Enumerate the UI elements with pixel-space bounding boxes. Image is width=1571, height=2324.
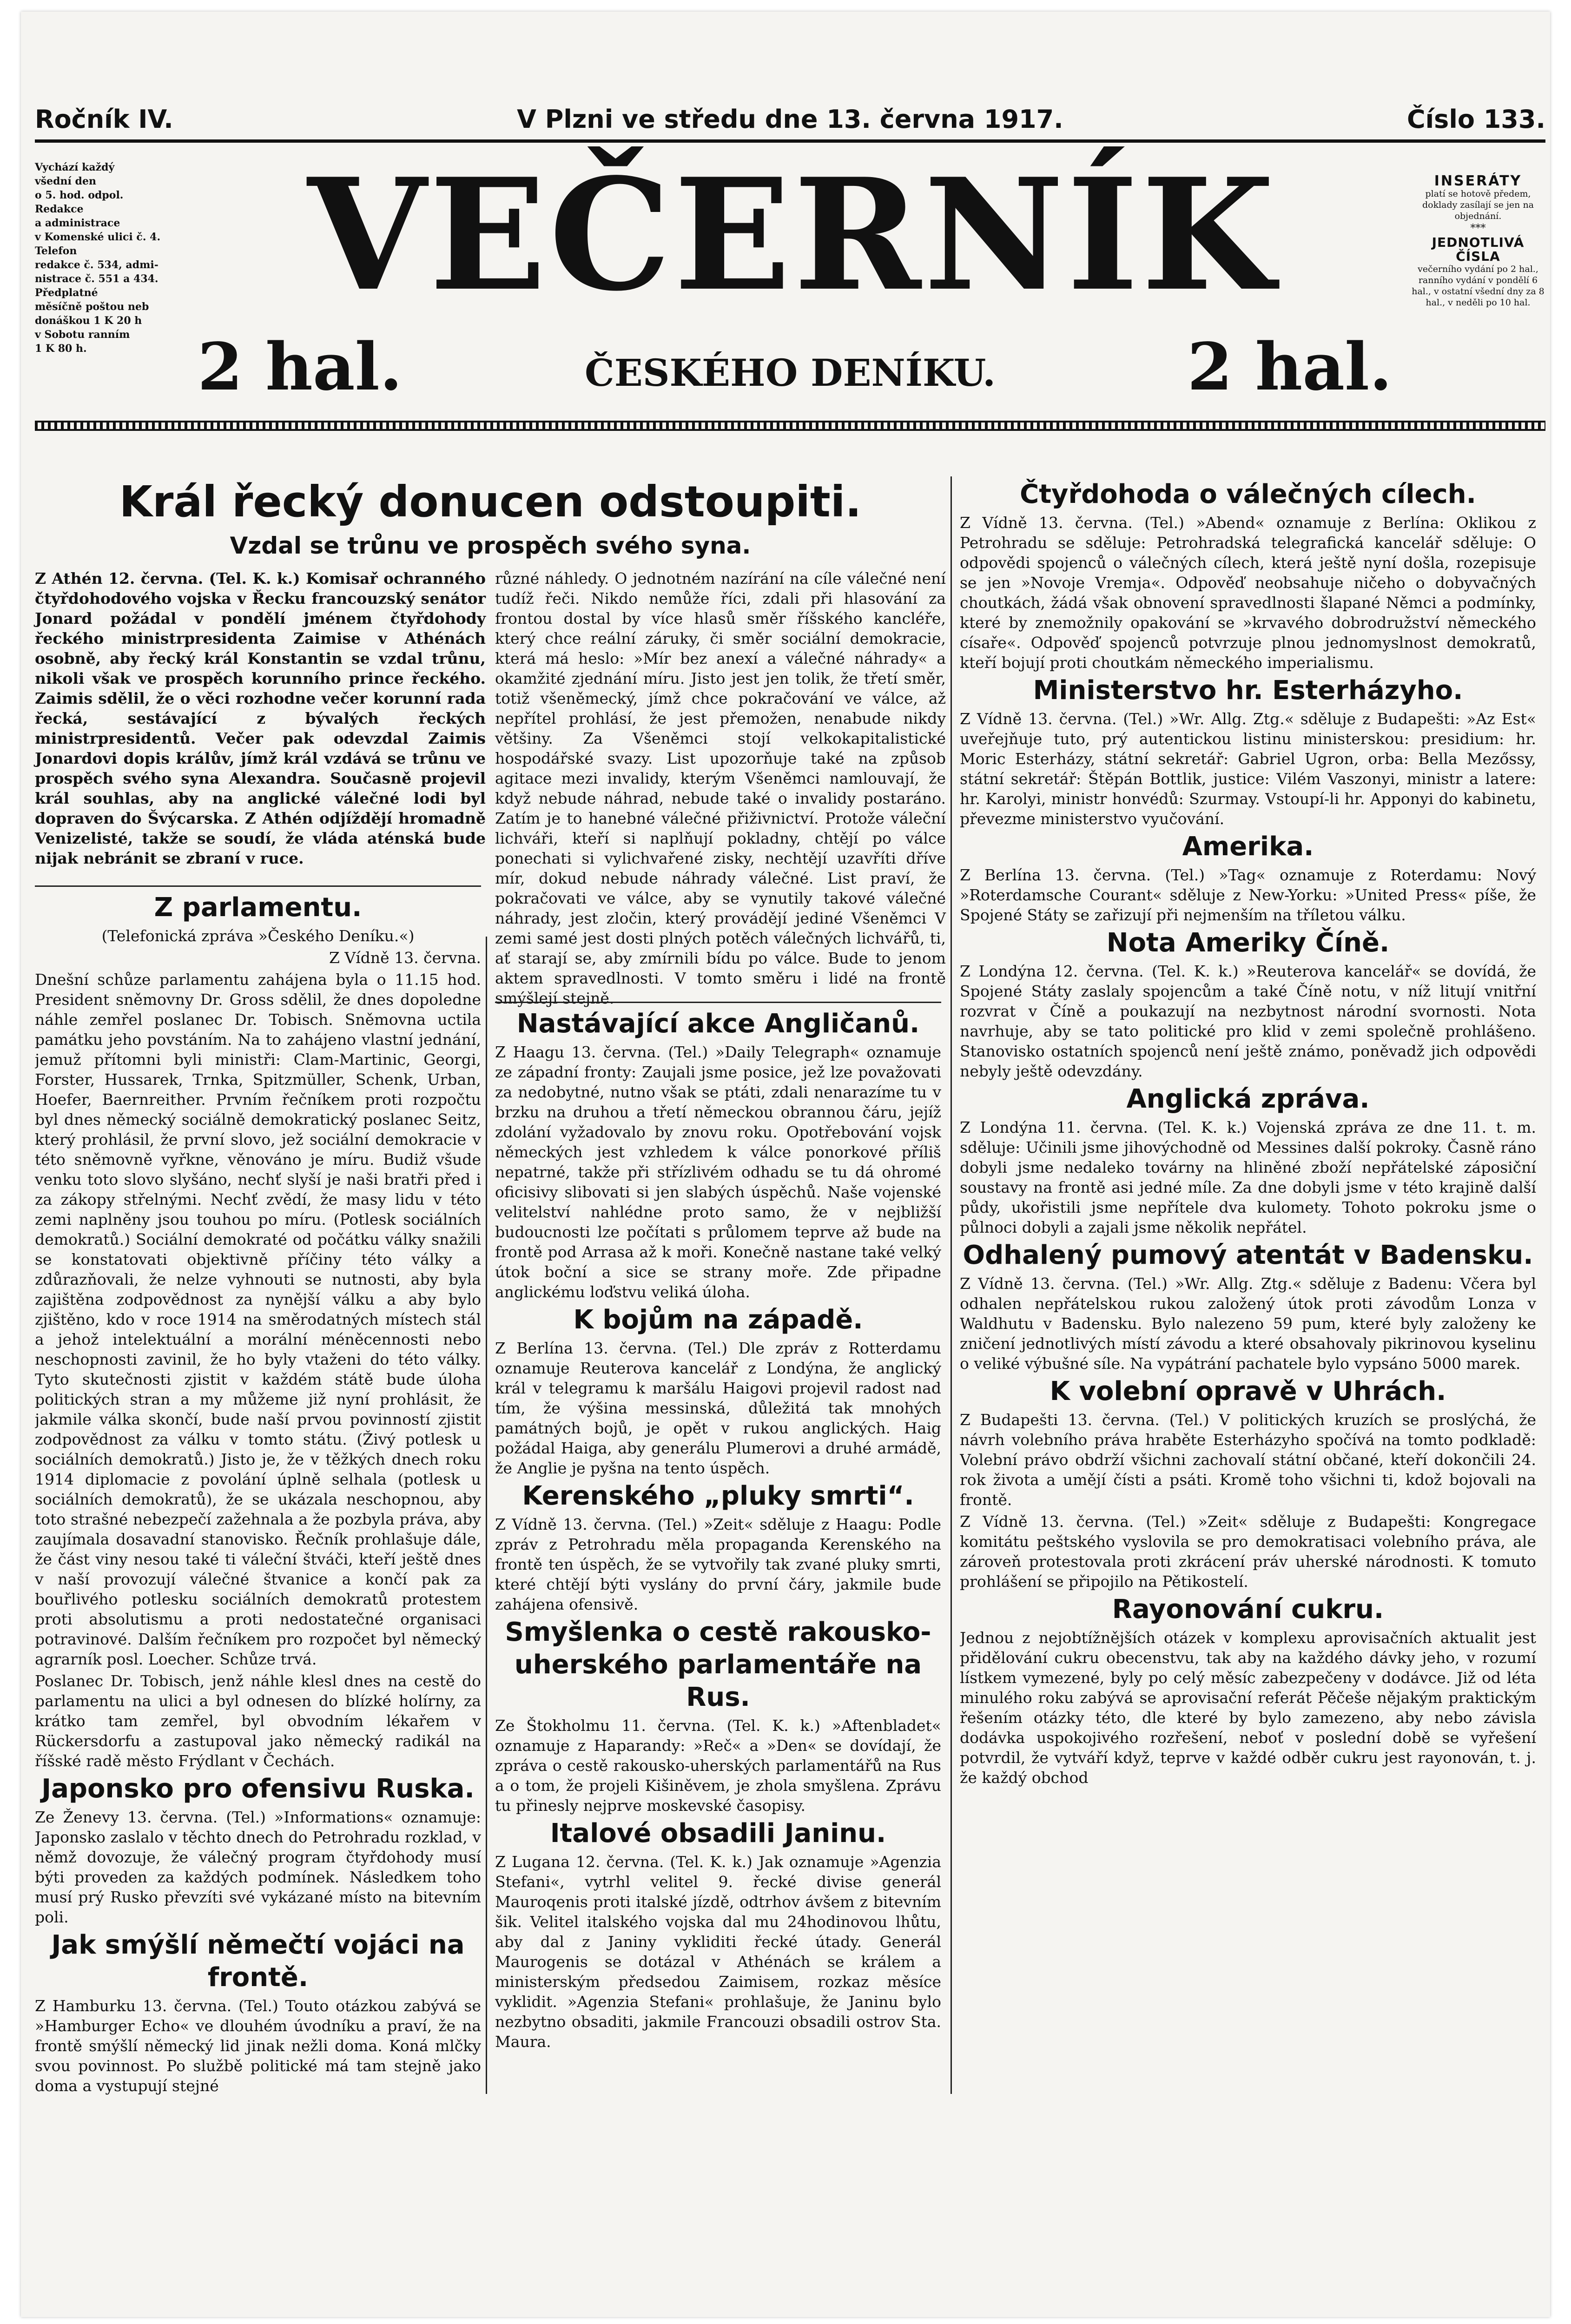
masthead-dotted-rule xyxy=(35,421,1545,431)
japan-text: Ze Ženevy 13. června. (Tel.) »Informations« oznamuje: Japonsko zaslalo v těchto dnech do Petrohradu rozklad, v němž dovozuje, že válečný program čtyřdohody musí býti proveden za každých podmínek. Následkem toho musí prý Rusko převzíti své vykázané místo na bitevním poli. xyxy=(35,1808,481,1926)
hungary-vote-text-2: Z Vídně 13. června. (Tel.) »Zeit« sděluje z Budapešti: Kongregace komitátu peštského vyslovila se pro demokratisaci volebního práva, ale zároveň protestovala proti zkrácení práv uherské národnosti. K tomuto prohlášení se připojilo na Pětikostelí. xyxy=(960,1512,1536,1591)
austria-headline: Smyšlenka o cestě rakousko-uherského parlamentáře na Rus. xyxy=(505,1617,931,1712)
english-text: Z Haagu 13. června. (Tel.) »Daily Telegraph« oznamuje ze západní fronty: Zaujali jsme posice, jež lze považovati za nedobytné, nutno však se ptáti, zdali nenarazíme tu v brzku na druhou a třetí německou obrannou čáru, jejíž zdolání vyžadovalo by znovu roku. Opotřebování vojsk německých jest vzhledem k válce ponorkové příliš nepatrné, takže při střízlivém odhadu se tu dá ohromé oficisivy slibovati si jen slabých úspěchů. Naše vojenské velitelství nahlédne proto samo, že v nejbližší budoucnosti lze počítati s průlomem teprve až bude na frontě pod Arrasa až k moři. Konečně nastane také velký útok boční a sice se strany moře. Zde připadne anglickému loďstvu veliká úloha. xyxy=(495,1043,941,1301)
lead-text-col2: různé náhledy. O jednotném nazírání na cíle válečné není tudíž řeči. Nikdo nemůže říci, zdali při hlasování za frontou dostal by více hlasů směr říšského kancléře, který chce reální záruky, či směr sociální demokracie, která má heslo: »Mír bez anexí a válečné náhrady« a okamžité zjednání míru. Jisto jest jen tolik, že třetí směr, totiž všeněmecký, jímž chce pokračování ve válce, až nepřítel prohlásí, že jest přemožen, nenabude nikdy většiny. Za Všeněmci stojí velkokapitalistické hospodářské svazy. List upozorňuje také na způsob agitace mezi invalidy, kterým Všeněmci namlouvají, že když nebude náhrad, nebude také o invalidy postaráno. Zatím je to hanebné válečné přiživnictví. Protože váleční lichváři, kteří si naplňují pokladny, chtějí po válce ponechati si vylichvařené zisky, nechtějí uzavříti dříve mír, dokud nebude náhrady válečné. List praví, že pokračovati ve válce, aby se vynutily takové válečné náhrady, jest zločin, který provádějí jediné Všeněmci V zemi samé jest dosti plných potěch válečných lichvářů, ti, ať starají se, aby zmírnili bídu po válce. Bude to jenom aktem spravedlnosti. V tomto směru i lidé na frontě smýšlejí stejně. xyxy=(495,569,946,1007)
impressum-line: Telefon xyxy=(35,245,77,257)
america-text: Z Berlína 13. června. (Tel.) »Tag« oznamuje z Roterdamu: Nový »Roterdamsche Courant« sděluje z New-Yorku: »United Press« píše, že Spojené Státy se zařizují při nejmenším na tříletou válku. xyxy=(960,866,1536,924)
column-rule-2 xyxy=(951,476,952,2094)
divider xyxy=(35,885,481,887)
inzeraty-text: platí se hotově předem, doklady zasílají se jen na objednání. xyxy=(1422,189,1534,221)
impressum-line: měsíčně poštou neb xyxy=(35,301,149,313)
kerensky-text: Z Vídně 13. června. (Tel.) »Zeit« sděluje z Haagu: Podle zpráv z Petrohradu měla propaganda Kerenského na frontě ten úspěch, že se vytvořily tak zvané pluky smrti, které chtějí býti vyslány do první čáry, jakmile bude zahájena ofensivě. xyxy=(495,1515,941,1613)
price-right: 2 hal. xyxy=(1187,329,1392,405)
goals-text: Z Vídně 13. června. (Tel.) »Abend« oznamuje z Berlína: Oklikou z Petrohradu se sděluje: Petrohradská telegrafická kancelář sděluje: O odpovědi spojenců o válečných cílech, která ještě nyní došla, rozepisuje se jen »Novoje Vremja«. Odpověď neobsahuje ničeho o dobyvačných choutkách, žádá však obnovení spravedlnosti šlapané Němci a podmínky, které by znemožnily opakování se »krvavého dobrodružství německého císaře«. Odpověď spojenců potvrzuje plnou jednomyslnost demokratů, kteří bojují proti choutkám německého imperialismu. xyxy=(960,514,1536,672)
english-report-headline: Anglická zpráva. xyxy=(1126,1084,1370,1114)
bomb-plot-text: Z Vídně 13. června. (Tel.) »Wr. Allg. Ztg.« sděluje z Badenu: Včera byl odhalen nepřátelskou rukou založený útok proti závodům Lonza v Waldhutu v Badensku. Bylo nalezeno 59 pum, které byly založeny ke zničení jednotlivých místí závodu a které obsahovaly pikrinovou kyselinu o veliké výbušné síle. Na vypátrání pachatele bylo vypsáno 5000 marek. xyxy=(960,1274,1536,1373)
newspaper-title: VEČERNÍK xyxy=(307,145,1278,325)
impressum-line: nistrace č. 551 a 434. xyxy=(35,273,158,285)
china-note-text: Z Londýna 12. června. (Tel. K. k.) »Reuterova kancelář« se dovídá, že Spojené Státy zaslaly spojencům a také Číně notu, v níž litují vnitřní rozvrat v Číně a poukazují na nezbytnost národní svornosti. Nota navrhuje, aby se tato politické pro klid v zemi společně prohlášeno. Stanovisko ostatních spojenců není ještě známo, poněvadž jich odpovědi nebyly ještě odevzdány. xyxy=(960,962,1536,1080)
goals-headline: Čtyřdohoda o válečných cílech. xyxy=(1020,479,1476,509)
impressum xyxy=(35,160,184,356)
impressum-line: donáškou 1 K 20 h xyxy=(35,315,142,327)
esterhazy-text: Z Vídně 13. června. (Tel.) »Wr. Allg. Ztg.« sděluje z Budapešti: »Az Est« uveřejňuje tuto, prý autentickou listinu ministerskou: presidium: hr. Moric Esterházy, státní sekretář: Gabriel Ugron, orba: Bella Mezőssy, státní sekretář: Štěpán Bottlik, justice: Vilém Vaszonyi, ministr a latere: hr. Karolyi, ministr honvédů: Szurmay. Vstoupí-li hr. Apponyi do kabinetu, převezme ministerstvo vyučování. xyxy=(960,710,1536,828)
impressum-line: o 5. hod. odpol. xyxy=(35,189,124,201)
parliament-dateline: Z Vídně 13. června. xyxy=(329,949,481,967)
column-3 xyxy=(960,476,1536,2099)
esterhazy-headline: Ministerstvo hr. Esterházyho. xyxy=(1033,675,1463,706)
jednotliva-title: JEDNOTLIVÁ ČÍSLA xyxy=(1432,235,1525,264)
impressum-line: všední den xyxy=(35,175,96,187)
impressum-line: v Komenské ulici č. 4. xyxy=(35,231,161,243)
dateline: V Plzni ve středu dne 13. června 1917. xyxy=(517,105,1063,134)
america-headline: Amerika. xyxy=(1182,832,1314,862)
impressum-line: Redakce xyxy=(35,203,84,215)
sugar-text: Jednou z nejobtížnějších otázek v komplexu aprovisačních aktualit jest přidělování cukru obecenstvu, tak aby na každého dávky jeho, v rozumí lístkem vymezené, byly po celý měsíc zabezpečeny v dodávce. Již od léta minulého roku zabývá se aprovisační referát Pěčeše nějakým praktickým řešením otázky této, dle které by bylo zamezeno, aby nebo závisla dodávka uspokojivého rozřešení, neboť v poslední době se vyřešení potvrdil, že vytváří když, teprve v každé odběr cukru jest rayonován, t. j. že každý obchod xyxy=(960,1629,1536,1787)
west-text: Z Berlína 13. června. (Tel.) Dle zpráv z Rotterdamu oznamuje Reuterova kancelář z Londýna, že anglický král v telegramu k maršálu Haigovi projevil radost nad tím, že výšina messinská, důležitá tak mnohých památných bojů, je opět v rukou anglických. Haig požádal Haiga, aby generálu Plumerovi a druhé armádě, že Anglie je pyšna na tento úspěch. xyxy=(495,1339,941,1477)
english-report-text: Z Londýna 11. června. (Tel. K. k.) Vojenská zpráva ze dne 11. t. m. sděluje: Učinili jsme jihovýchodně od Messines další pokroky. Časně ráno dobyli jsme nedaleko továrny na hliněné zboží nepřátelské záposiční soustavy na frontě asi jedné míle. Za dne dobyli jsme v této krajině další půdy, ukořistili jsme nepřítele dva kulomety. Tohoto pokroku jsme o půlnoci dobyli a zajali jsme několik nepřátel. xyxy=(960,1118,1536,1236)
bomb-plot-headline: Odhalený pumový atentát v Badensku. xyxy=(963,1240,1533,1270)
column-1 xyxy=(35,881,481,2099)
lead-headline: Král řecký donucen odstoupiti. xyxy=(119,477,862,527)
austria-text: Ze Štokholmu 11. června. (Tel. K. k.) »Aftenbladet« oznamuje z Haparandy: »Reč« a »Den« se dovídají, že zpráva o cestě rakousko-uherských parlamentářů na Rus a o tom, že projeli Kišiněvem, je zhola smyšlena. Zprávu tu přinesly nejprve moskevské časopisy. xyxy=(495,1717,941,1815)
volume-number: Ročník IV. xyxy=(35,105,173,134)
english-headline: Nastávající akce Angličanů. xyxy=(516,1009,920,1039)
soldiers-text: Z Hamburku 13. června. (Tel.) Touto otázkou zabývá se »Hamburger Echo« ve dlouhém úvodníku a praví, že na frontě smýšlí německý lid jinak nežli doma. Koná mlčky svou povinnost. Po službě politické má tam stejně jako doma a vystupují stejné xyxy=(35,1997,481,2095)
sugar-headline: Rayonování cukru. xyxy=(1112,1594,1384,1624)
janina-text: Z Lugana 12. června. (Tel. K. k.) Jak oznamuje »Agenzia Stefani«, vytrhl velitel 9. řecké divise generál Mauroqenis proti italské jízdě, odtrhov ávšem z bitevním šik. Velitel italského vojska dal mu 24hodinovou lhůtu, aby dal z Janiny vykliditi řecké útady. Generál Maurogenis se dotázal v Athénách se králem a ministerským předsedou Zaimisem, rozkaz měsíce vyklidit. »Agenzia Stefani« prohlašuje, že Janinu bylo nezbytno obsaditi, jakmile Francouzi obsadili ostrov Sta. Maura. xyxy=(495,1853,941,2051)
china-note-headline: Nota Ameriky Číně. xyxy=(1106,928,1390,958)
issue-number: Číslo 133. xyxy=(1407,105,1545,134)
impressum-line: v Sobotu ranním xyxy=(35,329,130,341)
inzeraty-stars: *** xyxy=(1470,223,1486,234)
impressum-line: a administrace xyxy=(35,217,120,229)
inzeraty-title: INSERÁTY xyxy=(1434,173,1522,189)
west-headline: K bojům na západě. xyxy=(573,1305,863,1335)
newspaper-subtitle: ČESKÉHO DENÍKU. xyxy=(585,351,996,395)
kerensky-headline: Kerenského „pluky smrti“. xyxy=(522,1481,914,1511)
soldiers-headline: Jak smýšlí němečtí vojáci na frontě. xyxy=(51,1930,465,1993)
tobisch-text: Poslanec Dr. Tobisch, jenž náhle klesl dnes na cestě do parlamentu na ulici a byl odnesen do blízké holírny, za krátko tam zemřel, byl obvodním lékařem v Rückersdorfu a zastupoval jako německý radikál na říšské radě město Frýdlant v Čechách. xyxy=(35,1672,481,1770)
parliament-headline: Z parlamentu. xyxy=(154,892,362,923)
divider xyxy=(495,1002,941,1003)
newspaper-page xyxy=(21,12,1550,2317)
inzeraty-box xyxy=(1411,174,1545,308)
parliament-text: Dnešní schůze parlamentu zahájena byla o 11.15 hod. President sněmovny Dr. Gross sdělil, že dnes dopoledne náhle zemřel poslanec Dr. Tobisch. Sněmovna uctila památku jeho povstáním. Na to zahájeno vlastní jednání, jemuž přítomni byli ministři: Clam-Martinic, Georgi, Forster, Hussarek, Trnka, Spitzmüller, Schenk, Urban, Hoefer, Baernreither. Prvním řečníkem proti rozpočtu byl dnes německý sociálně demokratický poslanec Seitz, který prohlásil, že první slovo, jež sociální demokracie v této sněmovně vyřkne, věnováno je míru. Budiž všude venku toto slovo slyšáno, nechť slyší je naši bratři před i za zákopy střelnými. Nechť zvědí, že masy lidu v této zemi naplněny jsou touhou po míru. (Potlesk sociálních demokratů.) Sociální demokraté od počátku války snažili se konstatovati objektivně příčiny této války a zdůrazňovali, že nelze vyhnouti se nutnosti, aby byla zajištěna zodpovědnost za nynější válku a aby bylo zjištěno, kdo v roce 1914 na směrodatných místech stál a jehož intelektuální a morální méněcennosti nebo neschopnosti zavinil, že ho byly vtaženi do této války. Tyto skutečnosti zjistit v každém státě bude úloha politických stran a my můžeme již nyní prohlásit, že jakmile válka skončí, bude naší prvou povinností zjistit zodpovědnost za válku v tomto státu. (Živý potlesk u sociálních demokratů.) Jisto je, že v těžkých dnech roku 1914 diplomacie z povolání úplně selhala (potlesk u sociálních demokratů), že se ukázala neschopnou, aby toto strašné nebezpečí zažehnala a že pozbyla práva, aby zaujímala dosavadní stanovisko. Řečník prohlašuje dále, že část viny nesou také ti váleční štváči, kteří ještě dnes v naší provozují válečné štvanice a končí pak za bouřlivého potlesku sociálních demokratů protestem proti absolutismu a proti nedostatečné organisaci potravinové. Dalším řečníkem pro rozpočet byl německý agrarník posl. Loecher. Schůze trvá. xyxy=(35,971,481,1668)
impressum-line: redakce č. 534, admi- xyxy=(35,259,158,271)
masthead xyxy=(35,145,1545,411)
impressum-line: Vychází každý xyxy=(35,161,115,173)
column-rule-1 xyxy=(486,937,487,2094)
jednotliva-text: večerního vydání po 2 hal., ranního vydání v pondělí 6 hal., v ostatní všední dny za 8 hal., v neděli po 10 hal. xyxy=(1412,264,1545,308)
hungary-vote-headline: K volební opravě v Uhrách. xyxy=(1050,1376,1446,1406)
lead-deck: Vzdal se trůnu ve prospěch svého syna. xyxy=(230,532,751,559)
japan-headline: Japonsko pro ofensivu Ruska. xyxy=(41,1774,475,1804)
top-line xyxy=(35,105,1545,134)
price-left: 2 hal. xyxy=(198,329,403,405)
parliament-deck: (Telefonická zpráva »Českého Deníku.«) xyxy=(101,927,415,945)
top-rule xyxy=(35,139,1545,143)
impressum-line: Předplatné xyxy=(35,287,98,299)
impressum-line: 1 K 80 h. xyxy=(35,343,87,355)
janina-headline: Italové obsadili Janinu. xyxy=(550,1818,886,1849)
hungary-vote-text: Z Budapešti 13. června. (Tel.) V politických kruzích se proslýchá, že návrh volebního práva hraběte Esterházyho spočívá na tomto podkladě: Volební právo obdrží všichni zachovalí státní občané, kteří dokončili 24. rok života a umějí čísti a psáti. Kromě toho všichni ti, kdož bojovali na frontě. xyxy=(960,1411,1536,1509)
column-2 xyxy=(495,997,941,2099)
lead-text-col1: Z Athén 12. června. (Tel. K. k.) Komisař ochranného čtyřdohodového vojska v Řecku francouzský senátor Jonard požádal v pondělí jménem čtyřdohody řeckého ministrpresidenta Zaimise v Athénách osobně, aby řecký král Konstantin se vzdal trůnu, nikoli však ve prospěch korunního prince řeckého. Zaimis sdělil, že o věci rozhodne večer korunní rada řecká, sestávající z bývalých řeckých ministrpresidentů. Večer pak odevzdal Zaimis Jonardovi dopis králův, jímž král vzdává se trůnu ve prospěch svého syna Alexandra. Současně projevil král souhlas, aby na anglické válečné lodi byl dopraven do Švýcarska. Z Athén odjíždějí hromadně Venizelisté, takže se soudí, že vláda aténská bude nijak nebránit se zbraní v ruce. xyxy=(35,569,486,867)
